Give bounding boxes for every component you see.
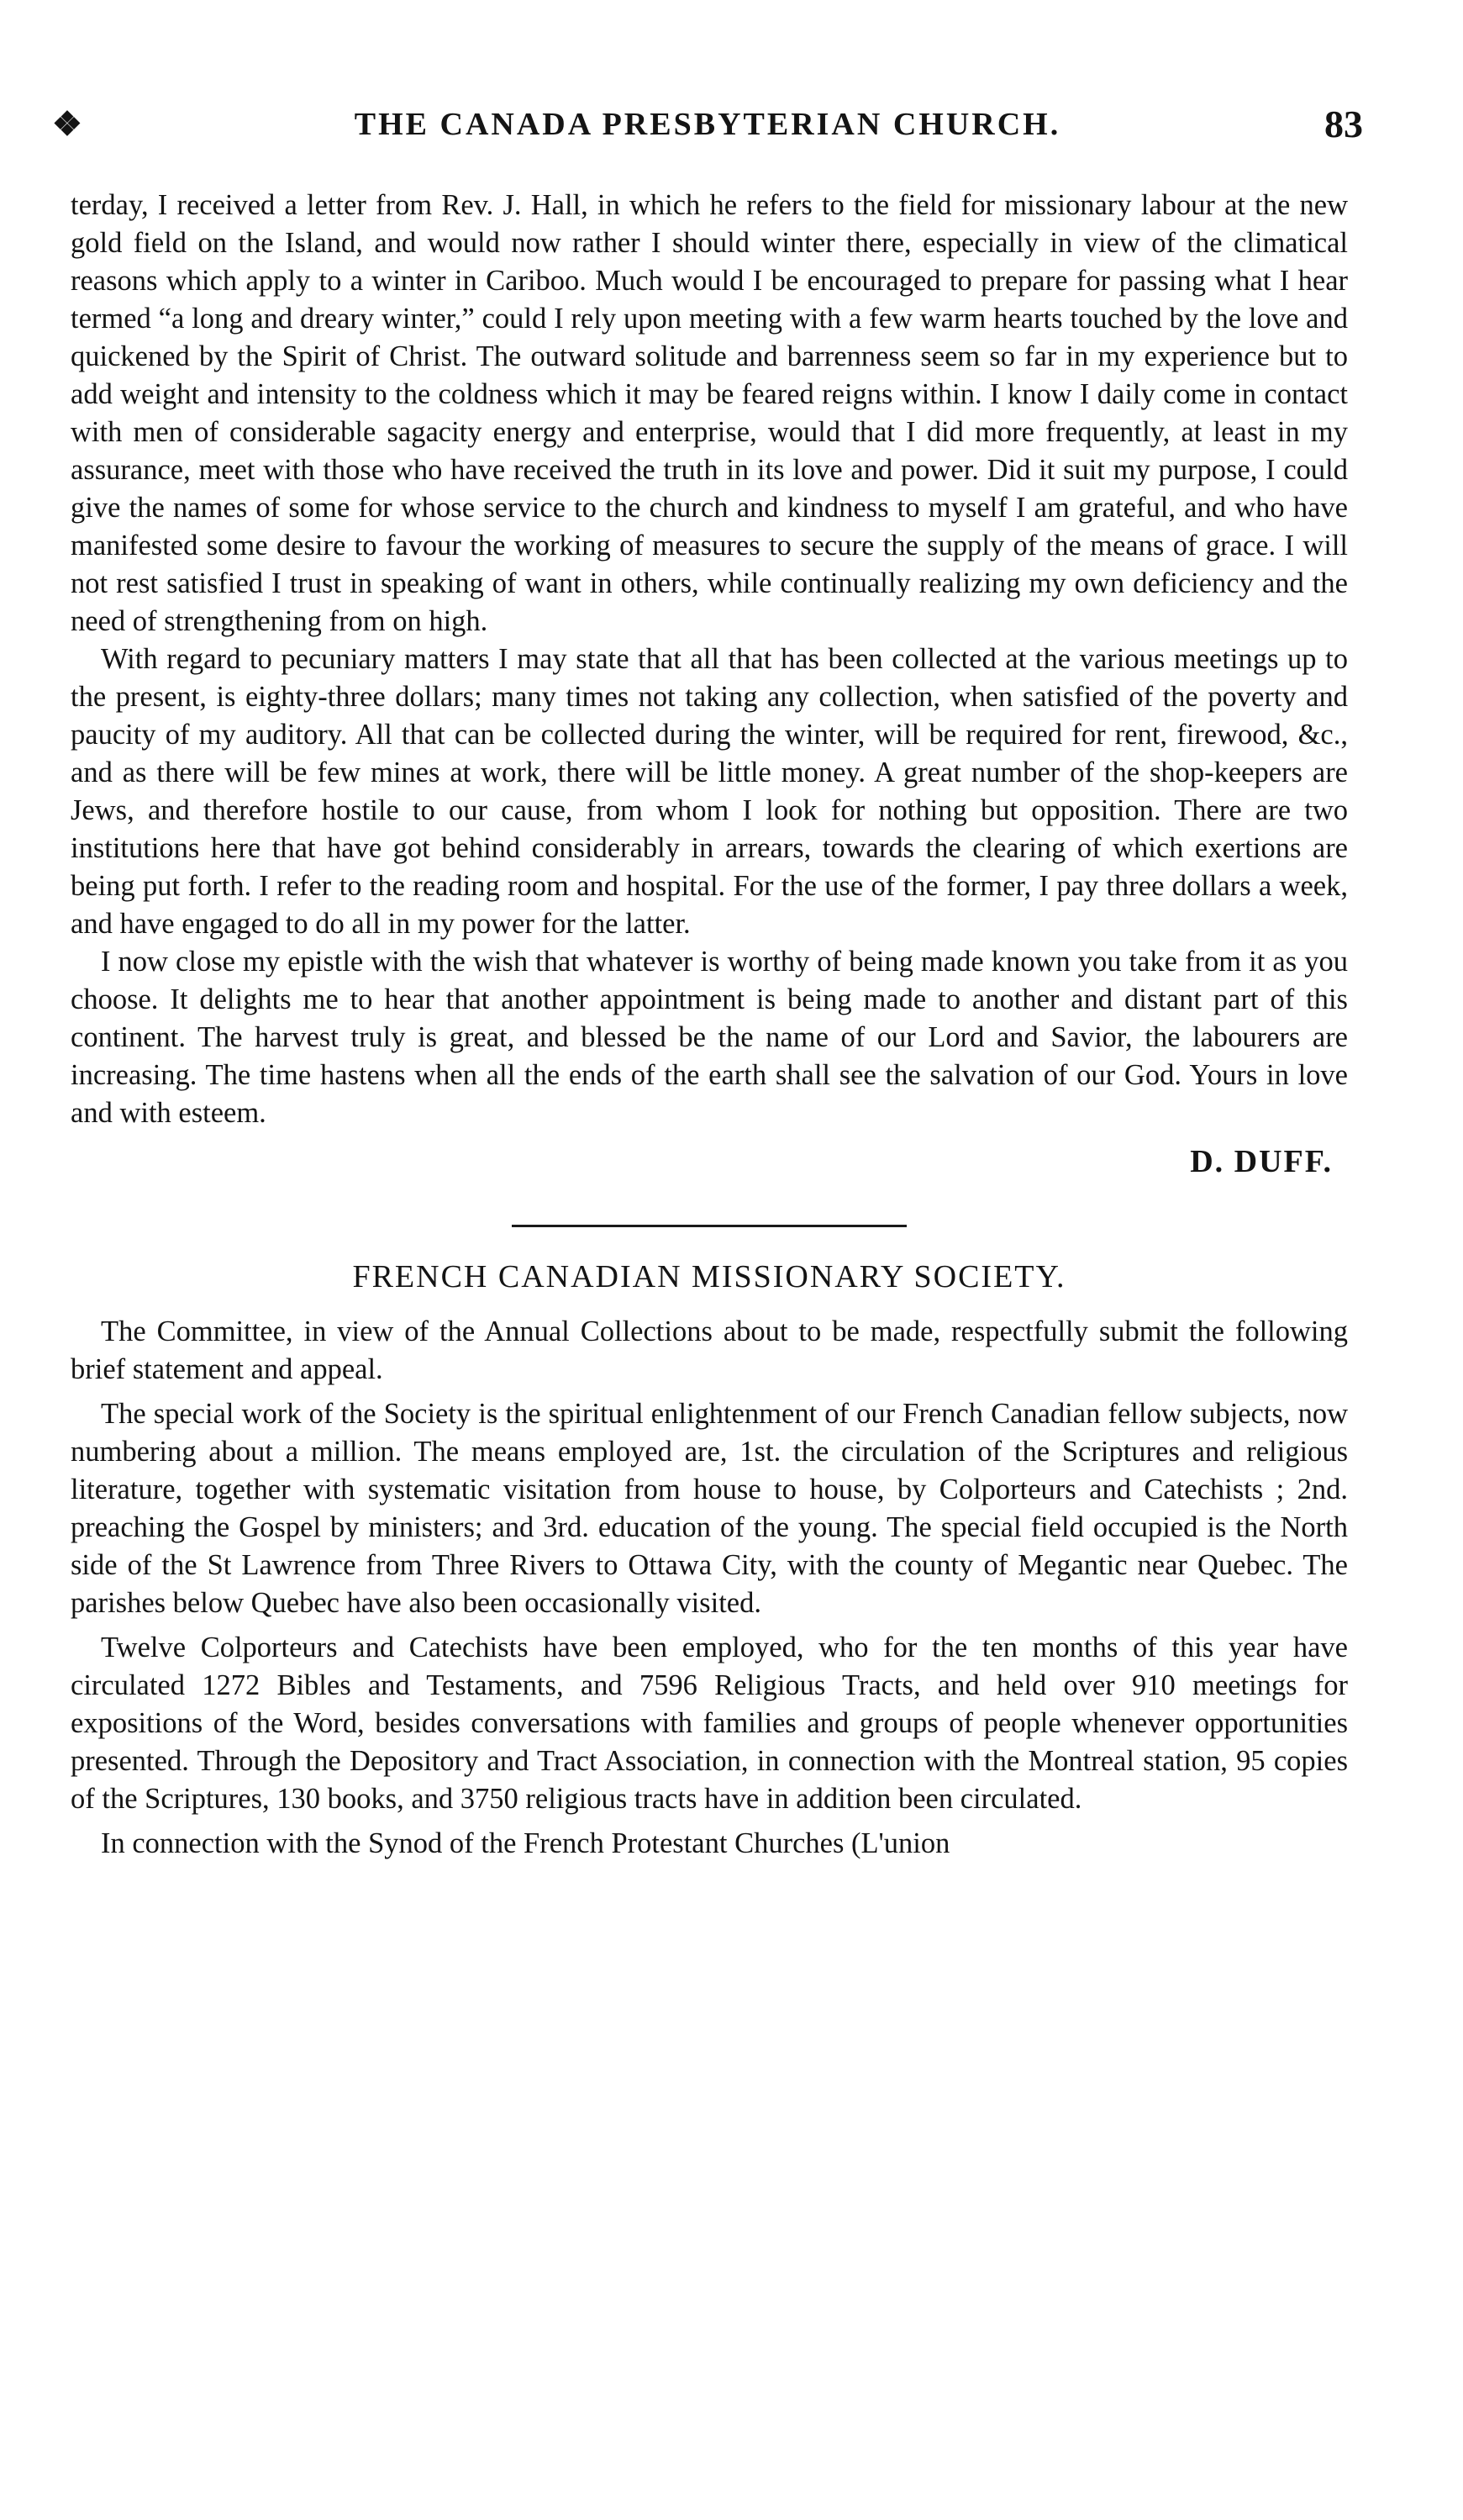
section-divider bbox=[512, 1225, 907, 1227]
fleuron-ornament: ❖ bbox=[52, 105, 82, 143]
running-head-title: THE CANADA PRESBYTERIAN CHURCH. bbox=[354, 107, 1061, 142]
section-paragraph: The special work of the Society is the spiritual enlightenment of our French Canadian fellow subjects, now numbering about a million. The means employed are, 1st. the circulation of the Scriptures and religious literature, together with systematic visitation from house to house, by Colporteurs and Catechists ; 2nd. preaching the Gospel by ministers; and 3rd. education of the young. The special field occupied is the North side of the St Lawrence from Three Rivers to Ottawa City, with the county of Megantic near Quebec. The parishes below Quebec have also been occasionally visited. bbox=[71, 1398, 1348, 1619]
section-paragraph: The Committee, in view of the Annual Collections about to be made, respectfully submit the following brief statement and appeal. bbox=[71, 1315, 1348, 1385]
letter-paragraph: With regard to pecuniary matters I may state that all that has been collected at the various meetings up to the present, is eighty-three dollars; many times not taking any collection, when satisfied of the poverty and paucity of my auditory. All that can be collected during the winter, will be required for rent, firewood, &c., and as there will be few mines at work, there will be little money. A great number of the shop-keepers are Jews, and therefore hostile to our cause, from whom I look for nothing but opposition. There are two institutions here that have got behind considerably in arrears, towards the clearing of which exertions are being put forth. I refer to the reading room and hospital. For the use of the former, I pay three dollars a week, and have engaged to do all in my power for the latter. bbox=[71, 643, 1348, 940]
page-number: 83 bbox=[1324, 103, 1363, 145]
body-text bbox=[71, 187, 1348, 1863]
section-heading: FRENCH CANADIAN MISSIONARY SOCIETY. bbox=[352, 1259, 1066, 1294]
section-paragraph: Twelve Colporteurs and Catechists have been employed, who for the ten months of this year have circulated 1272 Bibles and Testaments, and 7596 Religious Tracts, and held over 910 meetings for expositions of the Word, besides conversations with families and groups of people whenever opportunities presented. Through the Depository and Tract Association, in connection with the Montreal station, 95 copies of the Scriptures, 130 books, and 3750 religious tracts have in addition been circulated. bbox=[71, 1632, 1348, 1815]
running-head bbox=[52, 99, 1363, 150]
letter-signature: D. DUFF. bbox=[1190, 1144, 1333, 1179]
letter-paragraph: I now close my epistle with the wish that whatever is worthy of being made known you take from it as you choose. It delights me to hear that another appointment is being made to another and distant part of this continent. The harvest truly is great, and blessed be the name of our Lord and Savior, the labourers are increasing. The time hastens when all the ends of the earth shall see the salvation of our God. Yours in love and with esteem. bbox=[71, 946, 1348, 1129]
section-paragraph: In connection with the Synod of the French Protestant Churches (L'union bbox=[101, 1827, 950, 1859]
letter-paragraph: terday, I received a letter from Rev. J. Hall, in which he refers to the field for missionary labour at the new gold field on the Island, and would now rather I should winter there, especially in view of the climatical reasons which apply to a winter in Cariboo. Much would I be encouraged to prepare for passing what I hear termed “a long and dreary winter,” could I rely upon meeting with a few warm hearts touched by the love and quickened by the Spirit of Christ. The outward solitude and barrenness seem so far in my experience but to add weight and intensity to the coldness which it may be feared reigns within. I know I daily come in contact with men of considerable sagacity energy and enterprise, would that I did more frequently, at least in my assurance, meet with those who have received the truth in its love and power. Did it suit my purpose, I could give the names of some for whose service to the church and kindness to myself I am grateful, and who have manifested some desire to favour the working of measures to secure the supply of the means of grace. I will not rest satisfied I trust in speaking of want in others, while continually realizing my own deficiency and the need of strengthening from on high. bbox=[71, 189, 1348, 637]
